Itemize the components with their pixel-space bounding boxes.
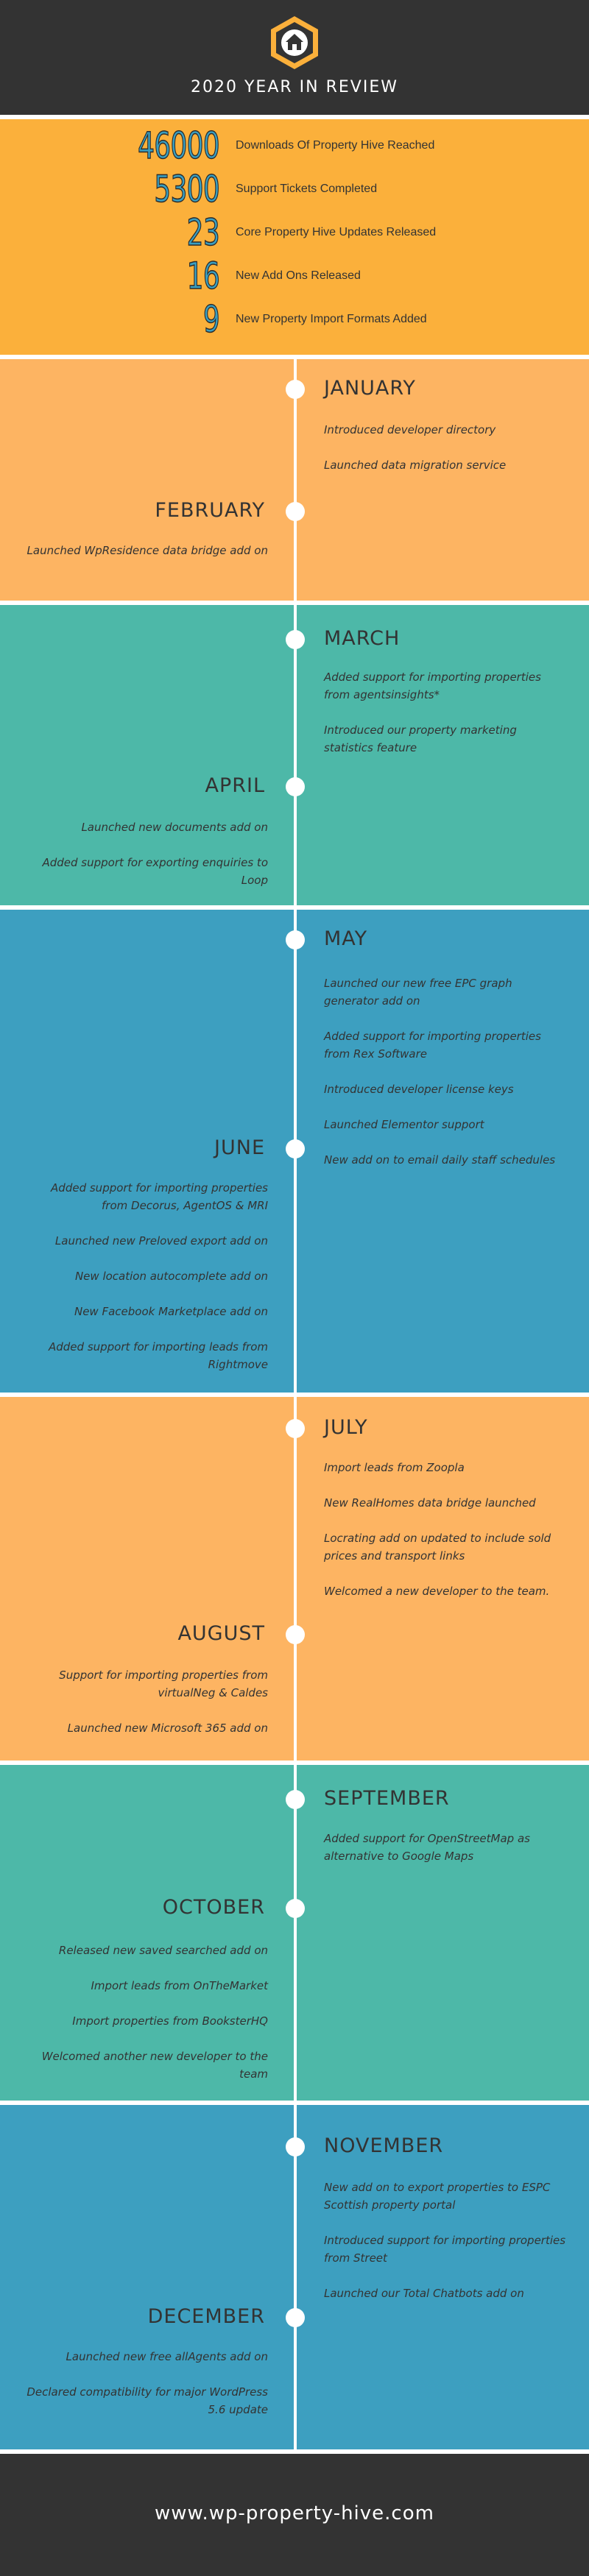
list-item: Launched WpResidence data bridge add on <box>27 544 268 557</box>
september-list <box>324 1830 567 1883</box>
list-item: Welcomed a new developer to the team. <box>324 1585 550 1598</box>
list-item: Introduced support for importing properties from Street <box>324 2234 566 2265</box>
list-item: Import properties from BooksterHQ <box>72 2014 268 2028</box>
list-item: Added support for exporting enquiries to Loop <box>42 856 268 887</box>
stat-number: 5300 <box>154 168 219 210</box>
october-list <box>25 1942 268 2101</box>
timeline-dot <box>286 1790 305 1809</box>
month-february: FEBRUARY <box>155 499 265 522</box>
section-nov-dec <box>0 2105 589 2449</box>
stat-label: New Property Import Formats Added <box>236 313 427 325</box>
list-item: Welcomed another new developer to the team <box>41 2050 268 2081</box>
timeline-line <box>294 2105 297 2449</box>
month-july: JULY <box>324 1416 368 1439</box>
section-jan-feb <box>0 359 589 601</box>
stat-row <box>0 212 589 253</box>
list-item: Released new saved searched add on <box>58 1944 268 1957</box>
stat-row <box>0 255 589 297</box>
list-item: Launched our Total Chatbots add on <box>324 2287 524 2300</box>
stat-number: 23 <box>186 211 219 254</box>
timeline-line <box>294 1765 297 2101</box>
timeline-line <box>294 1397 297 1761</box>
header <box>0 0 589 115</box>
may-list <box>324 974 567 1186</box>
list-item: New RealHomes data bridge launched <box>324 1496 536 1510</box>
stat-label: New Add Ons Released <box>236 269 361 282</box>
timeline-dot <box>286 380 305 399</box>
timeline-dot <box>286 2308 305 2327</box>
list-item: Added support for importing properties from Decorus, AgentOS & MRI <box>51 1181 268 1212</box>
month-april: APRIL <box>205 774 265 797</box>
january-list <box>324 421 567 492</box>
section-jul-aug <box>0 1397 589 1761</box>
stat-row <box>0 299 589 340</box>
stat-row <box>0 169 589 210</box>
list-item: Introduced our property marketing statistics feature <box>324 723 517 754</box>
list-item: Support for importing properties from virtualNeg & Caldes <box>59 1669 268 1699</box>
list-item: New add on to email daily staff schedules <box>324 1153 556 1167</box>
footer <box>0 2454 589 2576</box>
timeline-dot <box>286 2137 305 2156</box>
month-january: JANUARY <box>324 377 416 400</box>
list-item: Introduced developer license keys <box>324 1083 514 1096</box>
list-item: Introduced developer directory <box>324 423 496 436</box>
timeline-dot <box>286 930 305 949</box>
list-item: Launched our new free EPC graph generator add on <box>324 977 512 1008</box>
list-item: Added support for importing properties from Rex Software <box>324 1030 541 1061</box>
list-item: Added support for OpenStreetMap as alternative to Google Maps <box>324 1832 530 1863</box>
house-hexagon-icon <box>268 15 321 71</box>
timeline-dot <box>286 502 305 521</box>
list-item: Launched new Preloved export add on <box>54 1234 268 1248</box>
list-item: Launched Elementor support <box>324 1118 484 1131</box>
list-item: Launched new Microsoft 365 add on <box>67 1722 268 1735</box>
timeline-dot <box>286 630 305 649</box>
section-may-jun <box>0 910 589 1393</box>
list-item: New add on to export properties to ESPC Scottish property portal <box>324 2181 551 2212</box>
timeline-line <box>294 605 297 905</box>
list-item: Launched new free allAgents add on <box>66 2350 268 2363</box>
month-june: JUNE <box>214 1136 265 1159</box>
timeline-dot <box>286 1625 305 1644</box>
list-item: Added support for importing properties from agentsinsights* <box>324 670 541 701</box>
december-list <box>25 2348 268 2436</box>
month-august: AUGUST <box>177 1622 265 1645</box>
section-sep-oct <box>0 1765 589 2101</box>
month-december: DECEMBER <box>147 2305 265 2328</box>
list-item: Import leads from Zoopla <box>324 1461 465 1474</box>
july-list <box>324 1459 567 1618</box>
list-item: New Facebook Marketplace add on <box>74 1305 268 1318</box>
november-list <box>324 2179 567 2320</box>
month-may: MAY <box>324 927 368 950</box>
list-item: New location autocomplete add on <box>74 1270 268 1283</box>
month-november: NOVEMBER <box>324 2134 444 2157</box>
stat-label: Core Property Hive Updates Released <box>236 226 437 238</box>
month-october: OCTOBER <box>162 1896 265 1919</box>
list-item: Declared compatibility for major WordPress 5.6 update <box>27 2385 268 2416</box>
april-list <box>25 818 268 907</box>
stat-label: Support Tickets Completed <box>236 183 378 195</box>
footer-url[interactable]: www.wp-property-hive.com <box>155 2502 434 2524</box>
month-september: SEPTEMBER <box>324 1787 450 1810</box>
section-mar-apr <box>0 605 589 905</box>
list-item: Launched data migration service <box>324 459 507 472</box>
timeline-dot <box>286 1419 305 1438</box>
page-title: 2020 YEAR IN REVIEW <box>191 78 398 96</box>
stat-number: 46000 <box>138 124 219 167</box>
timeline-dot <box>286 777 305 796</box>
month-march: MARCH <box>324 627 401 650</box>
stat-number: 9 <box>202 298 219 341</box>
june-list <box>25 1179 268 1391</box>
list-item: Launched new documents add on <box>81 821 268 834</box>
august-list <box>25 1666 268 1755</box>
stat-label: Downloads Of Property Hive Reached <box>236 139 435 152</box>
stat-row <box>0 125 589 166</box>
march-list <box>324 668 567 774</box>
list-item: Added support for importing leads from Rightmove <box>49 1340 268 1371</box>
list-item: Import leads from OnTheMarket <box>91 1979 268 1992</box>
list-item: Locrating add on updated to include sold prices and transport links <box>324 1532 551 1563</box>
timeline-dot <box>286 1899 305 1918</box>
timeline-dot <box>286 1139 305 1158</box>
stats-panel <box>0 119 589 355</box>
february-list <box>25 542 268 577</box>
stat-number: 16 <box>186 255 219 297</box>
